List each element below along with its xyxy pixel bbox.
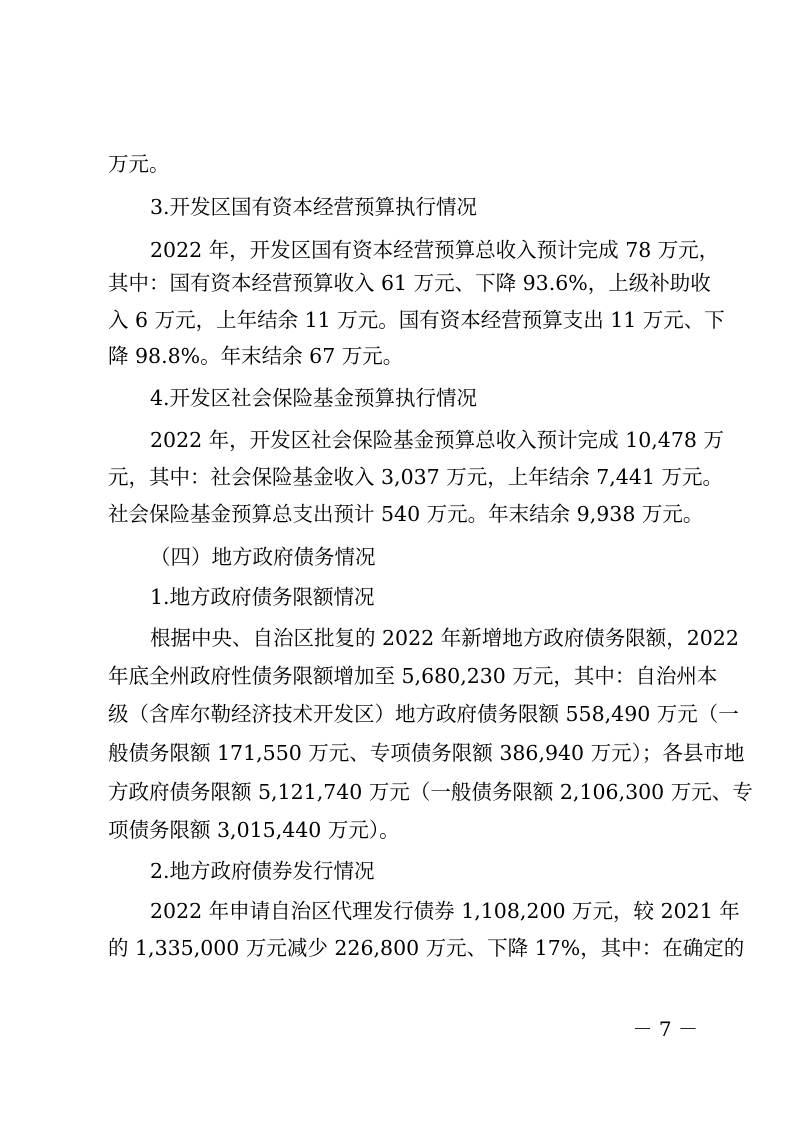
paragraph-line: 入 6 万元，上年结余 11 万元。国有资本经营预算支出 11 万元、下 (108, 308, 725, 332)
section-heading: （四）地方政府债务情况 (150, 545, 376, 569)
paragraph-line: 降 98.8%。年末结余 67 万元。 (108, 344, 404, 368)
paragraph-line: 万元。 (108, 152, 170, 176)
paragraph-line: 年底全州政府性债务限额增加至 5,680,230 万元，其中：自治州本 (108, 664, 718, 688)
paragraph-line: 项债务限额 3,015,440 万元）。 (108, 818, 400, 842)
paragraph-line: 2022 年，开发区国有资本经营预算总收入预计完成 78 万元， (150, 238, 720, 262)
paragraph-line: 社会保险基金预算总支出预计 540 万元。年末结余 9,938 万元。 (108, 502, 704, 526)
paragraph-line: 级（含库尔勒经济技术开发区）地方政府债务限额 558,490 万元（一 (108, 702, 739, 726)
paragraph-line: 2022 年，开发区社会保险基金预算总收入预计完成 10,478 万 (150, 428, 724, 452)
page-number: － 7 － (632, 1017, 698, 1041)
section-heading: 2.地方政府债券发行情况 (150, 859, 375, 883)
paragraph-line: 般债务限额 171,550 万元、专项债务限额 386,940 万元）；各县市地 (108, 741, 745, 765)
paragraph-line: 2022 年申请自治区代理发行债券 1,108,200 万元，较 2021 年 (150, 899, 740, 923)
paragraph-line: 根据中央、自治区批复的 2022 年新增地方政府债务限额，2022 (150, 626, 739, 650)
paragraph-line: 方政府债务限额 5,121,740 万元（一般债务限额 2,106,300 万元、专 (108, 780, 753, 804)
section-heading: 1.地方政府债务限额情况 (150, 585, 375, 609)
paragraph-line: 元，其中：社会保险基金收入 3,037 万元，上年结余 7,441 万元。 (108, 465, 723, 489)
section-heading: 3.开发区国有资本经营预算执行情况 (150, 195, 478, 219)
paragraph-line: 其中：国有资本经营预算收入 61 万元、下降 93.6%，上级补助收 (108, 271, 711, 295)
section-heading: 4.开发区社会保险基金预算执行情况 (150, 386, 478, 410)
paragraph-line: 的 1,335,000 万元减少 226,800 万元、下降 17%，其中：在确定的 (108, 936, 745, 960)
